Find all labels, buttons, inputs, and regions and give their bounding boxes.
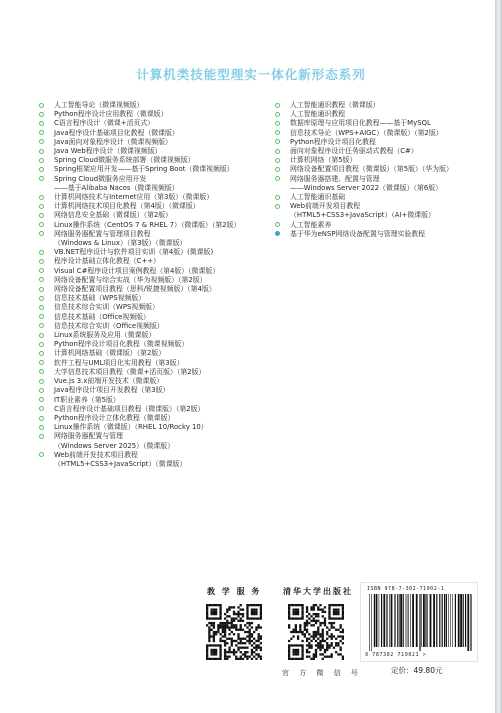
book-list-item: [38, 129, 290, 138]
book-title: IT职业素养（第5版）: [54, 395, 120, 404]
book-title: Visual C#程序设计项目案例教程（第4版）（微课版）: [54, 266, 220, 275]
book-title: Java程序设计项目开发教程（第3版）: [54, 386, 170, 395]
book-title: 软件工程与UML项目化实用教程（第3版）: [54, 358, 184, 367]
book-title: Spring Cloud微服务应用开发: [54, 174, 147, 183]
circle-bullet-icon: [39, 305, 44, 310]
book-list-item: [274, 230, 496, 239]
book-list-item: [38, 193, 290, 202]
circle-bullet-icon: [39, 323, 44, 328]
barcode-digits: 9 787302 719021 >: [365, 652, 427, 658]
book-title-continued: （HTML5+CSS3+JavaScript）（AI+微课版）: [290, 211, 435, 220]
book-title-continued: ——基于Alibaba Nacos（微课视频版）: [54, 183, 179, 192]
book-list-item: [38, 175, 290, 193]
book-title: 网络信息安全基础（微课版）（第2版）: [54, 211, 173, 220]
book-list-item: [38, 396, 290, 405]
circle-bullet-icon: [39, 434, 44, 439]
book-title: 大学信息技术项目教程（微课+活页版）（第2版）: [54, 367, 206, 376]
qr-code-icon: [206, 604, 262, 660]
circle-bullet-icon: [39, 176, 44, 181]
book-list-item: [38, 423, 290, 432]
circle-bullet-icon: [39, 213, 44, 218]
book-title: 计算机网络基础（微课版）（第2版）: [54, 349, 166, 358]
book-title: Linux操作系统（CentOS 7 & RHEL 7）（微课版）（第2版）: [54, 220, 241, 229]
official-wechat-label: 官 方 微 信 号: [282, 669, 362, 677]
book-spine-edge: [495, 0, 502, 713]
book-title: Spring Cloud微服务系统部署（微课视频版）: [54, 156, 195, 165]
book-title: 基于华为eNSP网络设备配置与管理实验教程: [290, 229, 426, 238]
circle-bullet-icon: [39, 388, 44, 393]
teaching-service-label: 教 学 服 务: [207, 587, 262, 596]
book-list-item: [274, 138, 496, 147]
book-title: 程序设计基础立体化教程（C++）: [54, 257, 160, 266]
teaching-service-qr[interactable]: [206, 604, 262, 660]
circle-bullet-icon: [275, 204, 280, 209]
book-list-item: [274, 175, 496, 193]
circle-bullet-icon: [39, 130, 44, 135]
book-title-continued: （Windows Server 2025）（微课版）: [54, 441, 175, 450]
book-title: Web前端开发技术项目教程: [54, 450, 138, 459]
book-list-item: [38, 303, 290, 312]
book-title: 人工智能素养: [290, 220, 332, 229]
book-list-item: [38, 101, 290, 110]
book-title: 信息技术基础（WPS视频版）: [54, 294, 146, 303]
book-list-item: [274, 147, 496, 156]
circle-bullet-icon: [39, 314, 44, 319]
circle-bullet-icon: [275, 158, 280, 163]
circle-bullet-icon: [39, 149, 44, 154]
book-list-item: [38, 138, 290, 147]
book-title: 网络设备配置项目教程（微课版）（第5版）（华为版）: [290, 165, 453, 174]
book-title: 网络设备配置与综合实战（华为视频版）（第2版）: [54, 275, 207, 284]
book-list-item: [274, 119, 496, 128]
book-title: Linux操作系统（微课版）（RHEL 10/Rocky 10）: [54, 423, 208, 432]
book-title: 信息技术综合实训（WPS视频版）: [54, 303, 159, 312]
book-title: 计算机网络（第5版）: [290, 156, 357, 165]
circle-bullet-icon: [39, 379, 44, 384]
book-list-item: [38, 322, 290, 331]
book-title: 人工智能通识教程: [290, 110, 346, 119]
circle-bullet-icon: [39, 139, 44, 144]
circle-bullet-icon: [39, 204, 44, 209]
circle-bullet-icon: [39, 277, 44, 282]
book-title: Python程序设计项目化教程: [290, 137, 376, 146]
circle-bullet-icon: [39, 112, 44, 117]
book-title: 信息技术基础（Office视频版）: [54, 312, 150, 321]
circle-bullet-icon: [39, 121, 44, 126]
circle-bullet-icon: [275, 103, 280, 108]
book-title: Java Web程序设计（微课视频版）: [54, 147, 162, 156]
filled-bullet-icon: [275, 231, 280, 236]
circle-bullet-icon: [39, 103, 44, 108]
book-list-item: [38, 257, 290, 266]
circle-bullet-icon: [39, 296, 44, 301]
book-list-item: [38, 276, 290, 285]
circle-bullet-icon: [275, 222, 280, 227]
book-title: 计算机网络技术项目化教程（第4版）（微课版）: [54, 202, 200, 211]
book-title: Python程序设计立体化教程（微课版）: [54, 413, 175, 422]
book-title: 数据库原理与应用项目化教程——基于MySQL: [290, 119, 431, 128]
circle-bullet-icon: [39, 397, 44, 402]
book-title: 面向对象程序设计任务驱动式教程（C#）: [290, 147, 418, 156]
book-title: Python程序设计项目化教程（微课视频版）: [54, 340, 189, 349]
book-title: 网络设备配置项目教程（思科/锐捷视频版）（第4版）: [54, 285, 216, 294]
book-list-left: [38, 101, 290, 469]
book-list-item: [274, 129, 496, 138]
book-list-item: [38, 230, 290, 248]
book-title: 网络服务器配置与管理项目教程: [54, 229, 151, 238]
circle-bullet-icon: [275, 176, 280, 181]
book-list-item: [38, 221, 290, 230]
circle-bullet-icon: [275, 130, 280, 135]
book-list-item: [38, 405, 290, 414]
book-title: Vue.js 3.x前端开发技术（微课版）: [54, 377, 164, 386]
book-title: C语言程序设计（微课+活页式）: [54, 119, 155, 128]
book-title: Python程序设计应用教程（微课版）: [54, 110, 168, 119]
circle-bullet-icon: [39, 342, 44, 347]
book-title: 人工智能导论（微课视频版）: [54, 101, 144, 109]
book-title: Java程序设计基础项目化教程（微课版）: [54, 128, 179, 137]
book-list-item: [38, 359, 290, 368]
circle-bullet-icon: [39, 360, 44, 365]
circle-bullet-icon: [39, 425, 44, 430]
book-list-item: [38, 119, 290, 128]
book-title: Web前端开发项目教程: [290, 202, 361, 211]
book-list-item: [274, 221, 496, 230]
circle-bullet-icon: [275, 112, 280, 117]
book-list-item: [38, 451, 290, 469]
circle-bullet-icon: [39, 416, 44, 421]
circle-bullet-icon: [39, 333, 44, 338]
book-list-item: [38, 368, 290, 377]
book-list-right: [274, 101, 496, 239]
book-list-item: [274, 202, 496, 220]
circle-bullet-icon: [39, 268, 44, 273]
series-title: 计算机类技能型理实一体化新形态系列: [136, 67, 366, 82]
book-title: Java面向对象程序设计（微课视频版）: [54, 137, 172, 146]
book-title: Spring框架应用开发——基于Spring Boot（微课视频版）: [54, 165, 234, 174]
book-list-item: [38, 331, 290, 340]
book-list-item: [274, 193, 496, 202]
book-list-item: [274, 101, 496, 110]
circle-bullet-icon: [275, 195, 280, 200]
book-list-item: [38, 414, 290, 423]
circle-bullet-icon: [39, 369, 44, 374]
book-title-continued: （HTML5+CSS3+JavaScript）（微课版）: [54, 459, 187, 468]
book-title: 网络服务器配置与管理: [54, 432, 123, 441]
qr-code-icon: [288, 604, 344, 660]
book-title: 计算机网络技术与Internet应用（第3版）（微课版）: [54, 193, 214, 202]
book-title-continued: （Windows & Linux）（第3版）（微课版）: [54, 239, 187, 248]
book-list-item: [38, 165, 290, 174]
book-list-item: [38, 147, 290, 156]
circle-bullet-icon: [39, 158, 44, 163]
book-list-item: [38, 432, 290, 450]
circle-bullet-icon: [275, 167, 280, 172]
book-title: VB.NET程序设计与软件项目实训（第4版）(微课版): [54, 248, 214, 257]
circle-bullet-icon: [39, 287, 44, 292]
book-title: C语言程序设计基础项目教程（微课版）（第2版）: [54, 404, 205, 413]
circle-bullet-icon: [39, 222, 44, 227]
book-title: 人工智能通识教程（微课版）: [290, 101, 380, 109]
book-title: 信息技术导论（WPS+AIGC）（微课版）（第2版）: [290, 128, 443, 137]
official-wechat-qr[interactable]: [288, 604, 344, 660]
book-list-item: [38, 313, 290, 322]
book-list-item: [38, 285, 290, 294]
circle-bullet-icon: [39, 231, 44, 236]
circle-bullet-icon: [39, 259, 44, 264]
circle-bullet-icon: [275, 149, 280, 154]
book-list-item: [38, 377, 290, 386]
book-title: 人工智能通识基础: [290, 193, 346, 202]
circle-bullet-icon: [39, 406, 44, 411]
price-label: 定价：49.80元: [391, 666, 443, 675]
circle-bullet-icon: [39, 452, 44, 457]
book-list-item: [38, 386, 290, 395]
circle-bullet-icon: [275, 139, 280, 144]
isbn-number: ISBN 978-7-302-71902-1: [367, 586, 445, 592]
book-list-item: [274, 165, 496, 174]
publisher-label: 清华大学出版社: [283, 587, 353, 596]
book-list-item: [38, 267, 290, 276]
barcode-icon: [367, 594, 473, 651]
circle-bullet-icon: [39, 351, 44, 356]
circle-bullet-icon: [39, 250, 44, 255]
book-title: 网络服务器搭建、配置与管理: [290, 174, 380, 183]
book-list-item: [38, 349, 290, 358]
circle-bullet-icon: [275, 121, 280, 126]
circle-bullet-icon: [39, 167, 44, 172]
circle-bullet-icon: [39, 195, 44, 200]
book-title: Linux系统服务及应用（微课版）: [54, 331, 156, 340]
book-title-continued: ——Windows Server 2022（微课版）（第6版）: [290, 183, 443, 192]
book-list-item: [38, 211, 290, 220]
isbn-barcode-box: [360, 582, 478, 662]
book-title: 信息技术综合实训（Office视频版）: [54, 321, 164, 330]
